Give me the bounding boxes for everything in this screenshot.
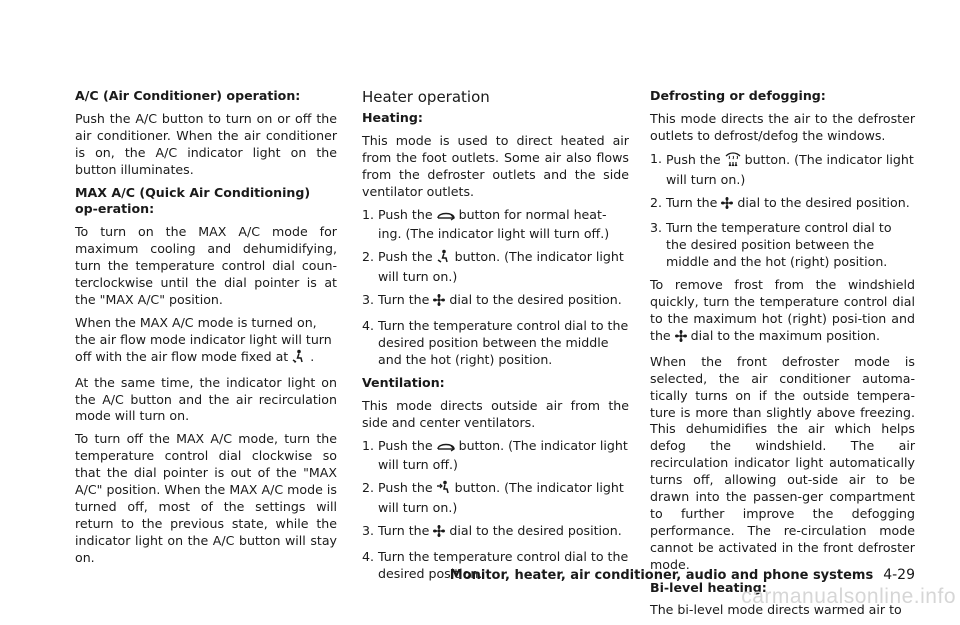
- defroster-icon: [724, 151, 742, 172]
- fan-icon: [674, 329, 688, 348]
- defrost-text: This mode directs the air to the defroster outlets to defrost/defog the windows.: [650, 110, 915, 143]
- watermark: carmanualsonline.info: [741, 585, 956, 608]
- column-1: [75, 88, 337, 573]
- heating-steps: [362, 207, 629, 369]
- bi-level-text: The bi-level mode directs warmed air to: [650, 602, 902, 618]
- defroster-mode-text: When the front defroster mode is selected, the air conditioner automa-tically turns on if the outside tempera-ture is more than slightly above freezing. This dehumidifies the air which helps defog the windshield. The air recirculation indicator light automatically turns off, allowing out-side air to be drawn into the passen-ger compartment to further improve the defogging performance. The re-circulation mode cannot be activated in the front defroster mode.: [650, 353, 915, 572]
- floor-mode-icon: [436, 249, 452, 269]
- fan-icon: [432, 293, 446, 312]
- recirculation-icon: [436, 441, 456, 458]
- max-ac-text: To turn on the MAX A/C mode for maximum cooling and dehumidifying, turn the temperature control dial coun-terclockwise until the dial pointer is at the "MAX A/C" position.: [75, 224, 337, 307]
- column-2: [362, 88, 629, 589]
- ventilation-steps: [362, 438, 629, 583]
- heating-text: This mode is used to direct heated air from the foot outlets. Some air also flows from the defroster outlets and the side ventilator outlets.: [362, 132, 629, 199]
- list-item: 3. Turn the temperature control dial to the desired position between the middle and the hot (right) position.: [650, 220, 892, 270]
- ac-operation-text: Push the A/C button to turn on or off the air conditioner. When the air conditioner is on, the A/C indicator light on the button illuminates.: [75, 110, 337, 177]
- ac-operation-heading: A/C (Air Conditioner) operation:: [75, 88, 301, 103]
- list-item: 4. Turn the temperature control dial to the desired position.: [362, 549, 629, 581]
- list-item: 4. Turn the temperature control dial to the desired position between the middle and the hot (right) position.: [362, 318, 629, 367]
- page-footer: [450, 567, 915, 583]
- recirculation-icon: [436, 210, 456, 227]
- footer-title: Monitor, heater, air conditioner, audio and phone systems: [449, 568, 874, 583]
- defrost-heading: Defrosting or defogging:: [650, 88, 826, 103]
- list-item: 1. Push the button. (The indicator light will turn on.): [650, 150, 914, 187]
- fan-icon: [432, 524, 446, 543]
- column-3: [650, 88, 915, 625]
- list-item: 3. Turn the dial to the desired position.: [362, 292, 629, 312]
- ventilation-heading: Ventilation:: [362, 374, 445, 390]
- list-item: 3. Turn the dial to the desired position.: [362, 523, 629, 543]
- defrost-steps: [650, 151, 915, 271]
- list-item: 2. Turn the dial to the desired position.: [650, 195, 915, 215]
- floor-mode-icon: [291, 349, 307, 369]
- list-item: 1. Push the button for normal heat-ing. (The indicator light will turn off.): [362, 206, 610, 242]
- heating-heading: Heating:: [362, 110, 423, 125]
- max-ac-mode-text: When the MAX A/C mode is turned on, the air flow mode indicator light will turn off with the air flow mode fixed at .: [75, 315, 337, 369]
- list-item: 2. Push the button. (The indicator light will turn on.): [362, 249, 624, 285]
- ventilation-text: This mode directs outside air from the side and center ventilators.: [362, 397, 629, 430]
- remove-frost-text: To remove frost from the windshield quickly, turn the temperature control dial to the maximum hot (right) posi-tion and the dial to the maximum position.: [650, 277, 915, 348]
- bi-level-heading: Bi-level heating:: [650, 579, 767, 595]
- fan-icon: [720, 196, 734, 215]
- max-ac-off-text: To turn off the MAX A/C mode, turn the temperature control dial clockwise so that the dial pointer is out of the "MAX A/C" position. When the MAX A/C mode is turned off, most of the settings will return to the previous state, while the indicator light on the A/C button will stay on.: [75, 431, 337, 565]
- list-item: 2. Push the button. (The indicator light will turn on.): [362, 480, 624, 516]
- face-mode-icon: [436, 480, 452, 500]
- page-number: 4-29: [883, 567, 915, 583]
- indicator-text: At the same time, the indicator light on the A/C button and the air recirculation mode will turn on.: [75, 374, 337, 424]
- list-item: 1. Push the button. (The indicator light will turn off.): [362, 437, 628, 473]
- max-ac-heading: MAX A/C (Quick Air Conditioning) op-eration:: [75, 184, 311, 217]
- heater-operation-title: Heater operation: [362, 88, 490, 106]
